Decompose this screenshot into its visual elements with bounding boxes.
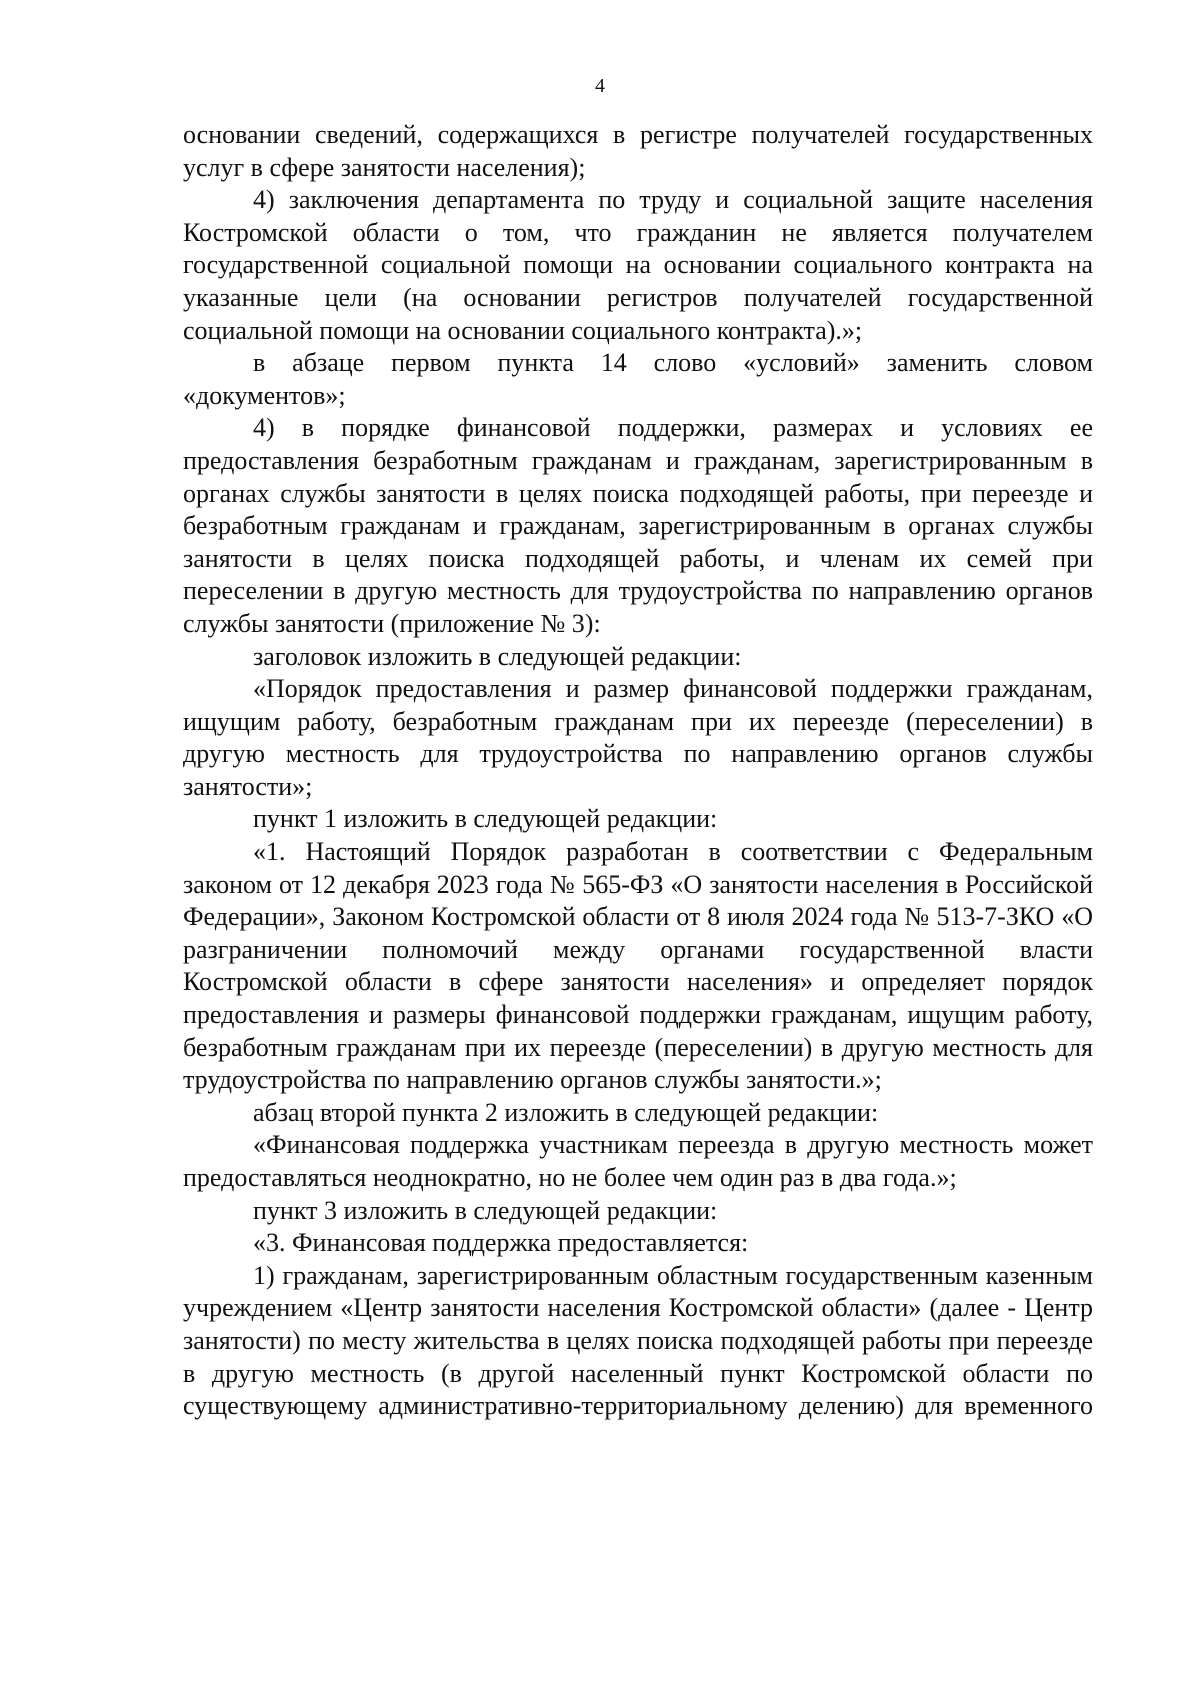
document-body (183, 119, 1093, 1423)
paragraph: 1) гражданам, зарегистрированным областным государственным казенным учреждением «Центр занятости населения Костромской области» (далее - Центр занятости) по месту жительства в целях поиска подходящей работы при переезде в другую местность (в другой населенный пункт Костромской области по существующему административно-территориальному делению) для временного (183, 1260, 1093, 1421)
paragraph: «3. Финансовая поддержка предоставляется: (253, 1228, 749, 1258)
paragraph: «Финансовая поддержка участникам переезда в другую местность может предоставляться неоднократно, но не более чем один раз в два года.»; (183, 1130, 1093, 1192)
paragraph: абзац второй пункта 2 изложить в следующей редакции: (253, 1097, 879, 1127)
paragraph: основании сведений, содержащихся в регистре получателей государственных услуг в сфере занятости населения); (183, 120, 1093, 182)
paragraph: в абзаце первом пункта 14 слово «условий» заменить словом «документов»; (183, 348, 1093, 410)
paragraph: заголовок изложить в следующей редакции: (253, 641, 742, 671)
paragraph: 4) в порядке финансовой поддержки, размерах и условиях ее предоставления безработным гражданам и гражданам, зарегистрированным в органах службы занятости в целях поиска подходящей работы, при переезде и безработным гражданам и гражданам, зарегистрированным в органах службы занятости в целях поиска подходящей работы, и членам их семей при переселении в другую местность для трудоустройства по направлению органов службы занятости (приложение № 3): (183, 413, 1093, 638)
paragraph: «1. Настоящий Порядок разработан в соответствии с Федеральным законом от 12 декабря 2023 года № 565-ФЗ «О занятости населения в Российской Федерации», Законом Костромской области от 8 июля 2024 года № 513-7-ЗКО «О разграничении полномочий между органами государственной власти Костромской области в сфере занятости населения» и определяет порядок предоставления и размеры финансовой поддержки гражданам, ищущим работу, безработным гражданам при их переезде (переселении) в другую местность для трудоустройства по направлению органов службы занятости.»; (183, 837, 1093, 1095)
page-number: 4 (595, 75, 605, 97)
paragraph: 4) заключения департамента по труду и социальной защите населения Костромской области о том, что гражданин не является получателем государственной социальной помощи на основании социального контракта на указанные цели (на основании регистров получателей государственной социальной помощи на основании социального контракта).»; (183, 185, 1093, 345)
paragraph: пункт 1 изложить в следующей редакции: (253, 804, 718, 834)
paragraph: пункт 3 изложить в следующей редакции: (253, 1195, 718, 1225)
paragraph: «Порядок предоставления и размер финансовой поддержки гражданам, ищущим работу, безработным гражданам при их переезде (переселении) в другую местность для трудоустройства по направлению органов службы занятости»; (183, 674, 1093, 801)
